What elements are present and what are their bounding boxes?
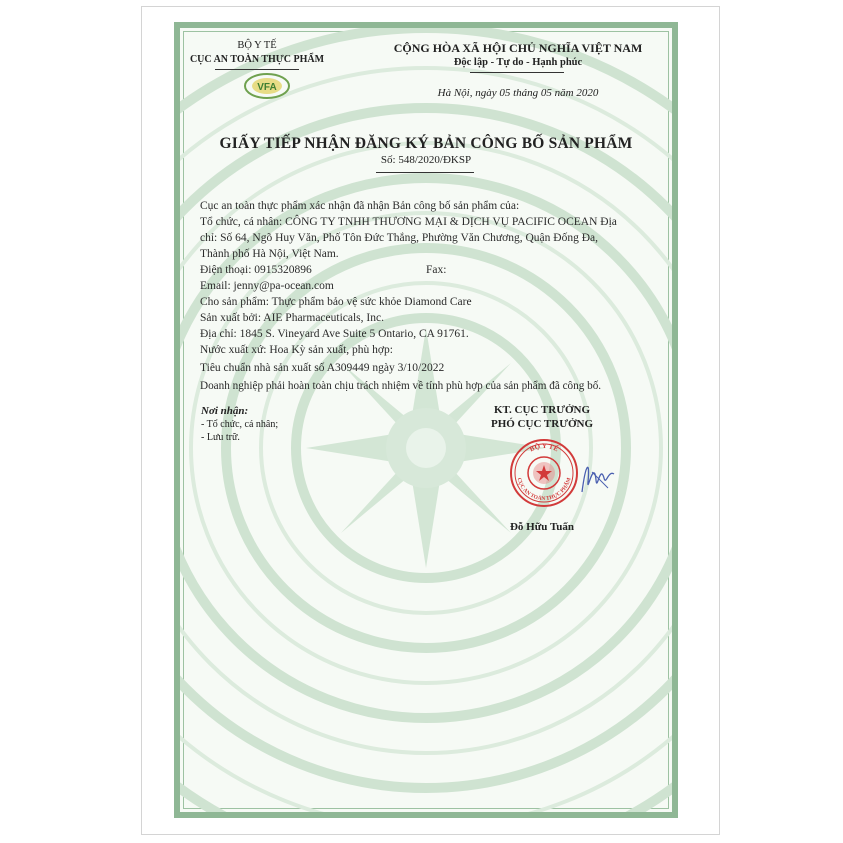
svg-text:BỘ Y TẾ: BỘ Y TẾ — [528, 441, 560, 454]
handwritten-signature — [578, 452, 618, 500]
ministry-name: BỘ Y TẾ — [237, 40, 277, 51]
organization-line-2: chỉ: Số 64, Ngõ Huy Văn, Phố Tôn Đức Thắng, Phường Văn Chương, Quận Đống Đa, — [200, 232, 598, 244]
responsibility-line: Doanh nghiệp phải hoàn toàn chịu trách nhiệm về tính phù hợp của sản phẩm đã công bố. — [200, 380, 602, 392]
official-seal — [509, 438, 579, 508]
agency-underline — [215, 69, 299, 70]
standard-line: Tiêu chuẩn nhà sản xuất số A309449 ngày 3/10/2022 — [200, 362, 445, 374]
country-name: CỘNG HÒA XÃ HỘI CHỦ NGHĨA VIỆT NAM — [393, 41, 643, 55]
national-motto: Độc lập - Tự do - Hạnh phúc — [453, 57, 583, 68]
motto-underline — [470, 72, 564, 73]
place-date: Hà Nội, ngày 05 tháng 05 năm 2020 — [437, 87, 599, 99]
email-line: Email: jenny@pa-ocean.com — [200, 280, 334, 292]
recipient-item: - Lưu trữ. — [201, 432, 240, 443]
agency-name: CỤC AN TOÀN THỰC PHẨM — [189, 54, 325, 65]
signer-role-2: PHÓ CỤC TRƯỞNG — [490, 418, 594, 430]
product-line: Cho sản phẩm: Thực phẩm bảo vệ sức khỏe Diamond Care — [200, 296, 472, 308]
manufacturer-line: Sản xuất bởi: AIE Pharmaceuticals, Inc. — [200, 312, 384, 324]
recipients-label: Nơi nhận: — [201, 405, 249, 417]
phone-line: Điện thoại: 0915320896 — [200, 264, 312, 276]
vfa-logo — [243, 72, 291, 100]
document-number: Số: 548/2020/ĐKSP — [380, 154, 472, 166]
fax-line: Fax: — [426, 264, 447, 276]
svg-text:CỤC AN TOÀN THỰC PHẨM: CỤC AN TOÀN THỰC PHẨM — [515, 477, 573, 503]
vfa-logo-text: VFA — [257, 82, 277, 93]
intro-line: Cục an toàn thực phẩm xác nhận đã nhận Bản công bố sản phẩm của: — [200, 200, 520, 212]
address-line: Địa chỉ: 1845 S. Vineyard Ave Suite 5 Ontario, CA 91761. — [200, 328, 469, 340]
signer-role-1: KT. CỤC TRƯỞNG — [493, 404, 591, 416]
document-title: GIẤY TIẾP NHẬN ĐĂNG KÝ BẢN CÔNG BỐ SẢN PHẨM — [219, 135, 633, 152]
number-underline — [376, 172, 474, 173]
organization-line-1: Tổ chức, cá nhân: CÔNG TY TNHH THƯƠNG MẠI & DỊCH VỤ PACIFIC OCEAN Địa — [200, 216, 617, 228]
origin-line: Nước xuất xứ: Hoa Kỳ sản xuất, phù hợp: — [200, 344, 393, 356]
organization-line-3: Thành phố Hà Nội, Việt Nam. — [200, 248, 339, 260]
recipient-item: - Tổ chức, cá nhân; — [201, 419, 279, 430]
signer-name: Đỗ Hữu Tuấn — [509, 521, 575, 533]
